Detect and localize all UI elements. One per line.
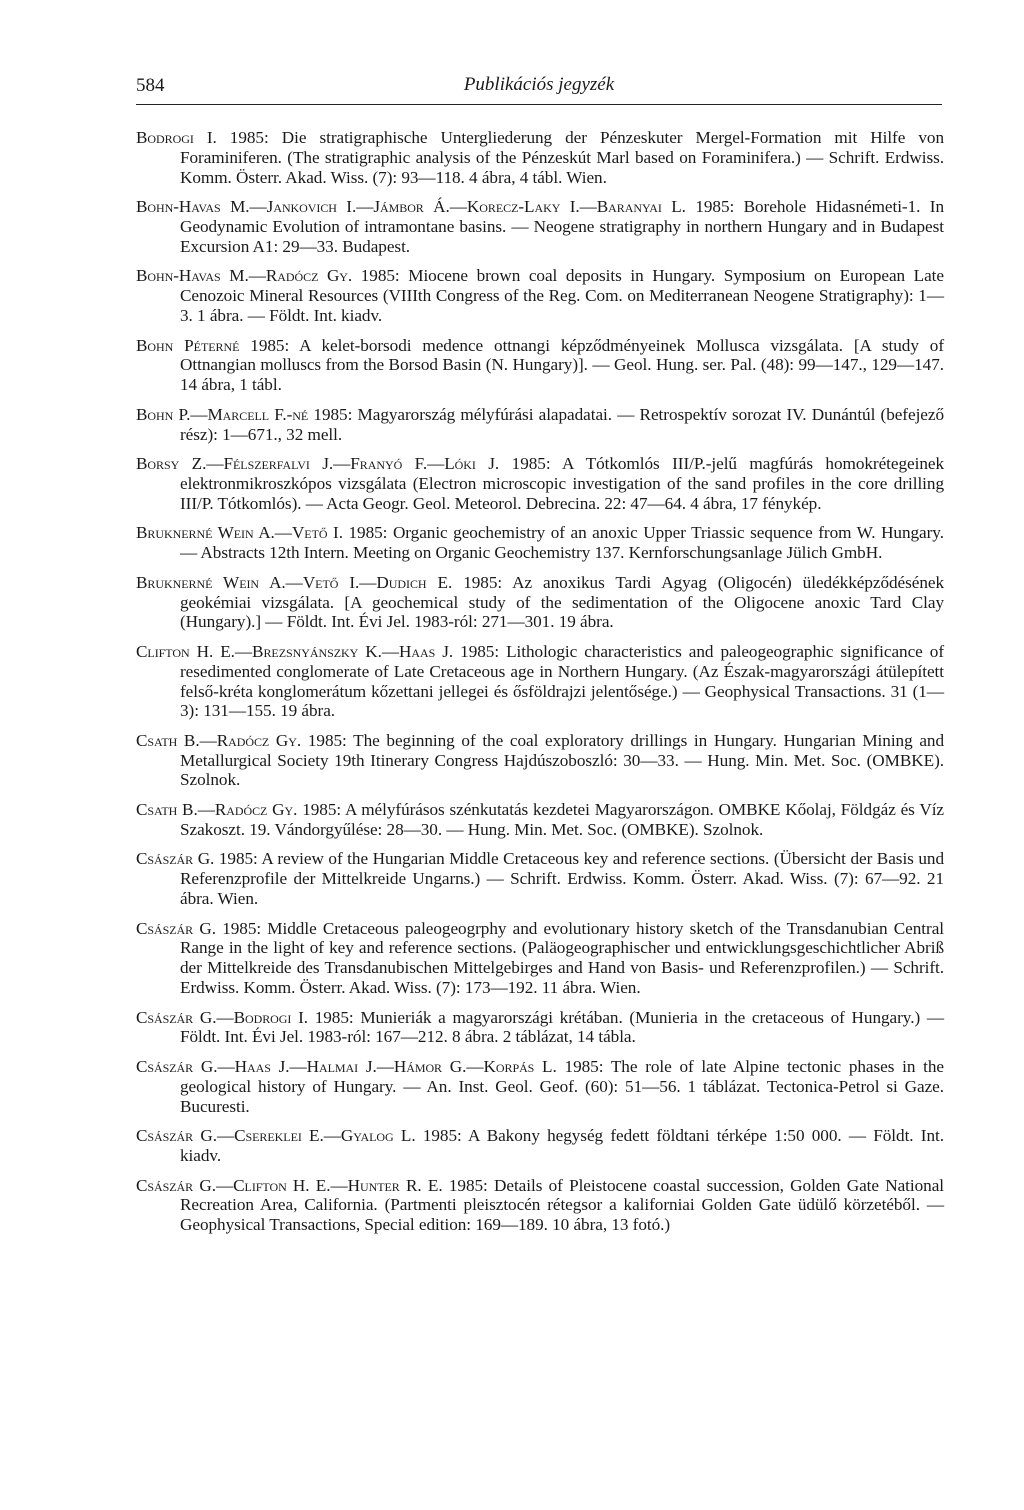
bibliography-entry — [136, 523, 944, 563]
bibliography-entry — [136, 642, 944, 721]
entry-authors: Császár G. — [136, 849, 215, 869]
entry-text: 1985: Miocene brown coal deposits in Hungary. Symposium on European Late Cenozoic Mineral Resources (VIIIth Congress of the Reg. Com. on Mediterranean Neogene Stratigraphy): 1—3. 1 ábra. — Földt. Int. kiadv. — [180, 266, 944, 325]
bibliography-entry — [136, 1176, 944, 1235]
entry-authors: Császár G.—Haas J.—Halmai J.—Hámor G.—Korpás L. — [136, 1057, 557, 1077]
entry-text: 1985: Die stratigraphische Untergliederung der Pénzeskuter Mergel-Formation mit Hilfe von Foraminiferen. (The stratigraphic analysis of the Pénzeskút Marl based on Foraminifera.) — Schrift. Erdwiss. Komm. Österr. Akad. Wiss. (7): 93—118. 4 ábra, 4 tábl. Wien. — [180, 128, 944, 187]
entry-authors: Bohn Péterné — [136, 335, 240, 355]
entry-text: 1985: Middle Cretaceous paleogeogrphy and evolutionary history sketch of the Transdanubian Central Range in the light of key and reference sections. (Paläogeographischer und entwicklungsgeschichtlicher Abriß der Mittelkreide des Transdanubischen Mittelgebirges and Hand von Basis- und Referenzprofilen.) — Schrift. Erdwiss. Komm. Österr. Akad. Wiss. (7): 173—192. 11 ábra. Wien. — [180, 918, 944, 998]
entry-text: 1985: Munieriák a magyarországi krétában. (Munieria in the cretaceous of Hungary.) — Földt. Int. Évi Jel. 1983-ról: 167—212. 8 ábra. 2 táblázat, 14 tábla. — [180, 1007, 944, 1047]
bibliography-entry — [136, 1126, 944, 1166]
page-header — [136, 72, 942, 105]
entry-text: 1985: A Tótkomlós III/P.-jelű magfúrás homokrétegeinek elektronmikroszkópos vizsgálata (Electron microscopic investigation of the sand profiles in the core drilling III/P. Tótkomlós). — Acta Geogr. Geol. Meteorol. Debrecina. 22: 47—64. 4 ábra, 17 fénykép. — [180, 454, 944, 513]
bibliography-entry — [136, 197, 944, 256]
bibliography-entry — [136, 454, 944, 513]
entry-authors: Csath B.—Radócz Gy. — [136, 800, 298, 820]
bibliography-entry — [136, 731, 944, 790]
bibliography-entry — [136, 1057, 944, 1116]
entry-authors: Csath B.—Radócz Gy. — [136, 730, 302, 750]
entry-authors: Császár G.—Csereklei E.—Gyalog L. — [136, 1126, 416, 1146]
entry-text: 1985: A mélyfúrásos szénkutatás kezdetei Magyarországon. OMBKE Kőolaj, Földgáz és Víz Szakoszt. 19. Vándorgyűlése: 28—30. — Hung. Min. Met. Soc. (OMBKE). Szolnok. — [180, 800, 944, 839]
entry-authors: Császár G.—Clifton H. E.—Hunter R. E. — [136, 1175, 443, 1195]
bibliography-entry — [136, 1008, 944, 1048]
page-number: 584 — [136, 75, 165, 96]
bibliography-entry — [136, 573, 944, 632]
bibliography-entry — [136, 919, 944, 998]
bibliography-entry — [136, 336, 944, 395]
running-title: Publikációs jegyzék — [463, 74, 615, 95]
entry-authors: Bruknerné Wein A.—Vető I. — [136, 523, 343, 543]
entry-authors: Bruknerné Wein A.—Vető I.—Dudich E. — [136, 572, 453, 592]
entry-text: 1985: The beginning of the coal exploratory drillings in Hungary. Hungarian Mining and Metallurgical Society 19th Itinerary Congress Hajdúszoboszló: 30—33. — Hung. Min. Met. Soc. (OMBKE). Szolnok. — [180, 730, 945, 790]
entry-text: 1985: A Bakony hegység fedett földtani térképe 1:50 000. — Földt. Int. kiadv. — [180, 1126, 944, 1166]
entry-authors: Borsy Z.—Félszerfalvi J.—Franyó F.—Lóki J. — [136, 454, 500, 474]
entry-text: 1985: Details of Pleistocene coastal succession, Golden Gate National Recreation Area, California. (Partmenti pleisztocén rétegsor a kaliforniai Golden Gate üdülő körzetéből. — Geophysical Transactions, Special edition: 169—189. 10 ábra, 13 fotó.) — [180, 1175, 944, 1235]
entry-text: 1985: The role of late Alpine tectonic phases in the geological history of Hungary. — An. Inst. Geol. Geof. (60): 51—56. 1 táblázat. Tectonica-Petrol si Gaze. Bucuresti. — [180, 1057, 944, 1116]
entry-authors: Bohn-Havas M.—Jankovich I.—Jámbor Á.—Korecz-Laky I.—Baranyai L. — [136, 197, 686, 217]
entry-authors: Császár G. — [136, 918, 216, 938]
entry-text: 1985: Lithologic characteristics and paleogeographic significance of resedimented conglomerate of Late Cretaceous age in Northern Hungary. (Az Észak-magyarországi átülepített felső-kréta konglomerátum kőzettani jellegei és ősföldrajzi jelentősége.) — Geophysical Transactions. 31 (1—3): 131—155. 19 ábra. — [180, 641, 944, 721]
bibliography-entry — [136, 405, 944, 445]
entry-text: 1985: Organic geochemistry of an anoxic Upper Triassic sequence from W. Hungary. — Abstracts 12th Intern. Meeting on Organic Geochemistry 137. Kernforschungsanlage Jülich GmbH. — [180, 523, 944, 563]
entry-authors: Clifton H. E.—Brezsnyánszky K.—Haas J. — [136, 641, 454, 661]
entry-authors: Bohn-Havas M.—Radócz Gy. — [136, 266, 353, 286]
entry-text: 1985: A kelet-borsodi medence ottnangi képződményeinek Mollusca vizsgálata. [A study of Ottnangian molluscs from the Borsod Basin (N. Hungary)]. — Geol. Hung. ser. Pal. (48): 99—147., 129—147. 14 ábra, 1 tábl. — [180, 335, 944, 395]
bibliography-entry — [136, 266, 944, 325]
entry-text: 1985: Borehole Hidasnémeti-1. In Geodynamic Evolution of intramontane basins. — Neogene stratigraphy in northern Hungary and in Budapest Excursion A1: 29—33. Budapest. — [180, 197, 944, 256]
bibliography-entry — [136, 849, 944, 908]
entry-authors: Bodrogi I. — [136, 128, 217, 147]
entry-text: 1985: Magyarország mélyfúrási alapadatai. — Retrospektív sorozat IV. Dunántúl (befejező rész): 1—671., 32 mell. — [180, 404, 944, 444]
entry-text: 1985: Az anoxikus Tardi Agyag (Oligocén) üledékképződésének geokémiai vizsgálata. [A geochemical study of the sedimentation of the Oligocene anoxic Tard Clay (Hungary).] — Földt. Int. Évi Jel. 1983-ról: 271—301. 19 ábra. — [180, 572, 944, 632]
entry-authors: Bohn P.—Marcell F.-né — [136, 404, 309, 424]
entry-authors: Császár G.—Bodrogi I. — [136, 1007, 308, 1027]
bibliography-entry — [136, 128, 944, 187]
entry-text: 1985: A review of the Hungarian Middle Cretaceous key and reference sections. (Übersicht der Basis und Referenzprofile der Mittelkreide Ungarns.) — Schrift. Erdwiss. Komm. Österr. Akad. Wiss. (7): 67—92. 21 ábra. Wien. — [180, 849, 944, 909]
bibliography-list — [136, 128, 944, 1245]
bibliography-entry — [136, 800, 944, 840]
